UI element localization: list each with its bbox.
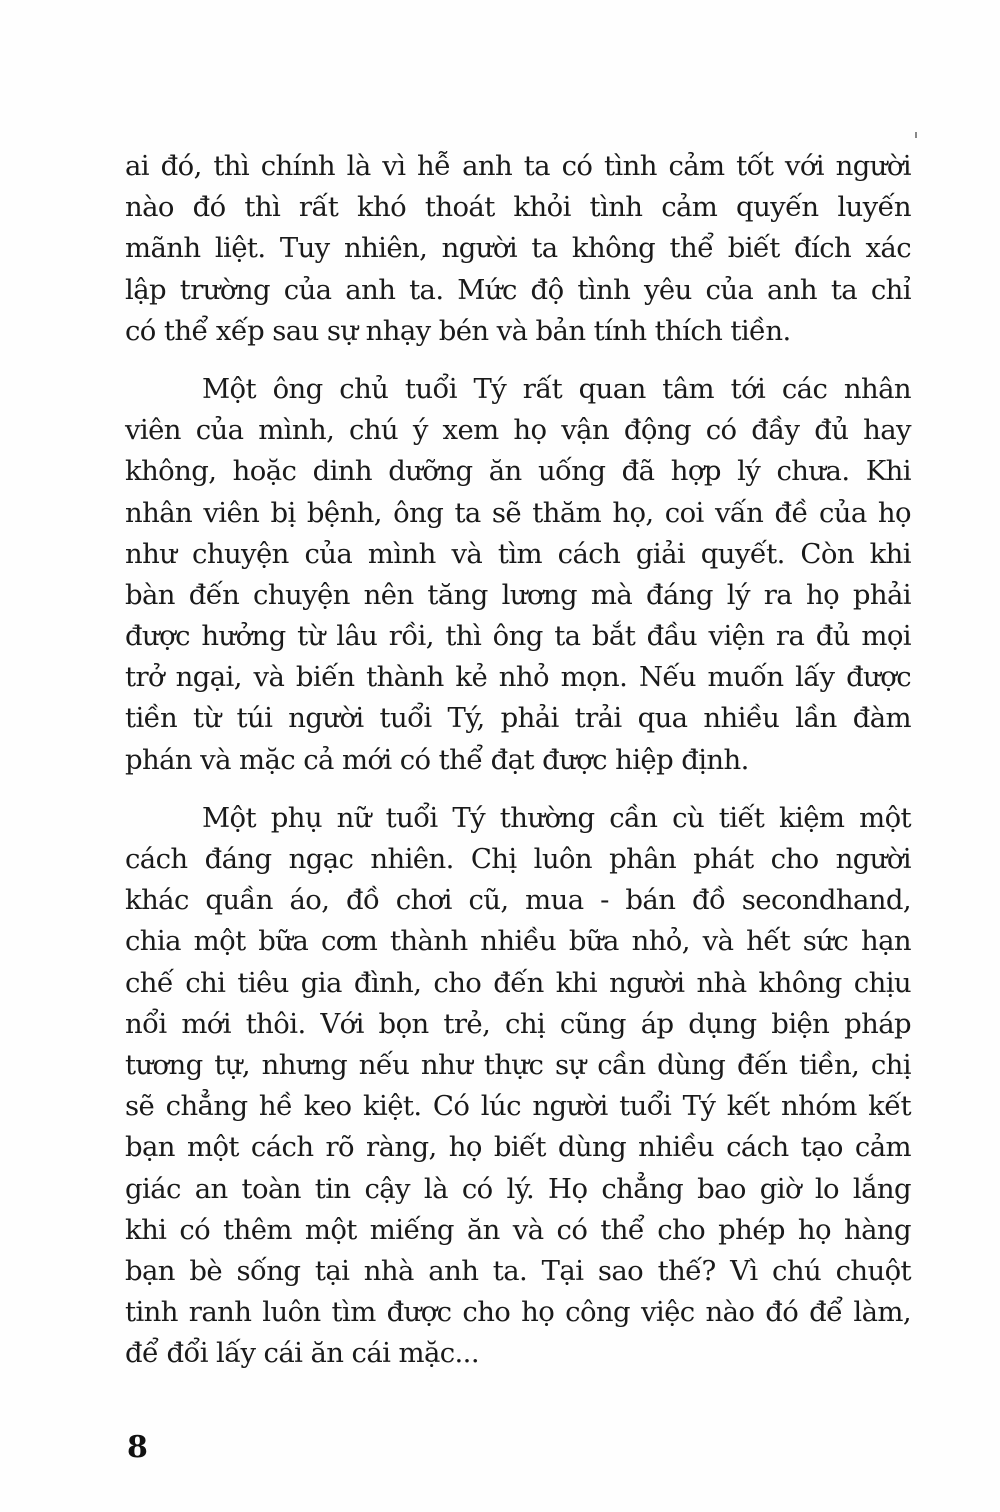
- text-line: có thể xếp sau sự nhạy bén và bản tính thích tiền.: [125, 314, 791, 347]
- text-line: nhân viên bị bệnh, ông ta sẽ thăm họ, coi vấn đề của họ: [125, 496, 911, 529]
- text-line: Một ông chủ tuổi Tý rất quan tâm tới các nhân: [202, 372, 911, 405]
- text-line: Một phụ nữ tuổi Tý thường cần cù tiết kiệm một: [202, 801, 911, 834]
- paragraph-gap: [125, 352, 911, 369]
- text-line: khi có thêm một miếng ăn và có thể cho phép họ hàng: [125, 1213, 911, 1246]
- text-line: khác quần áo, đồ chơi cũ, mua - bán đồ secondhand,: [125, 884, 911, 917]
- text-line: chế chi tiêu gia đình, cho đến khi người nhà không chịu: [125, 966, 911, 999]
- paragraph-3: [125, 798, 911, 1375]
- page-number: 8: [127, 1430, 148, 1465]
- body-text: [125, 146, 911, 1374]
- scan-speck: [915, 132, 917, 138]
- text-line: viên của mình, chú ý xem họ vận động có đầy đủ hay: [125, 414, 911, 447]
- text-line: nào đó thì rất khó thoát khỏi tình cảm quyến luyến: [125, 191, 911, 224]
- text-line: tương tự, nhưng nếu như thực sự cần dùng đến tiền, chị: [125, 1048, 911, 1081]
- text-line: chia một bữa cơm thành nhiều bữa nhỏ, và hết sức hạn: [125, 925, 911, 958]
- text-line: trở ngại, và biến thành kẻ nhỏ mọn. Nếu muốn lấy được: [125, 661, 911, 694]
- text-line: như chuyện của mình và tìm cách giải quyết. Còn khi: [125, 537, 911, 570]
- text-line: bạn một cách rõ ràng, họ biết dùng nhiều cách tạo cảm: [125, 1131, 911, 1164]
- text-line: để đổi lấy cái ăn cái mặc...: [125, 1337, 479, 1370]
- paragraph-gap: [125, 781, 911, 798]
- text-line: không, hoặc dinh dưỡng ăn uống đã hợp lý chưa. Khi: [125, 455, 911, 488]
- text-line: bàn đến chuyện nên tăng lương mà đáng lý ra họ phải: [125, 578, 911, 611]
- text-line: phán và mặc cả mới có thể đạt được hiệp định.: [125, 743, 749, 776]
- text-line: tinh ranh luôn tìm được cho họ công việc nào đó để làm,: [125, 1296, 911, 1329]
- text-line: mãnh liệt. Tuy nhiên, người ta không thể biết đích xác: [125, 232, 911, 265]
- paragraph-2: [125, 369, 911, 781]
- text-line: bạn bè sống tại nhà anh ta. Tại sao thế? Vì chú chuột: [125, 1254, 911, 1287]
- text-line: tiền từ túi người tuổi Tý, phải trải qua nhiều lần đàm: [125, 702, 911, 735]
- text-line: ai đó, thì chính là vì hễ anh ta có tình cảm tốt với người: [125, 150, 911, 182]
- text-line: cách đáng ngạc nhiên. Chị luôn phân phát cho người: [125, 843, 911, 875]
- text-line: sẽ chẳng hề keo kiệt. Có lúc người tuổi Tý kết nhóm kết: [125, 1090, 911, 1123]
- text-line: giác an toàn tin cậy là có lý. Họ chẳng bao giờ lo lắng: [125, 1172, 911, 1205]
- text-line: được hưởng từ lâu rồi, thì ông ta bắt đầu viện ra đủ mọi: [125, 620, 911, 653]
- text-line: lập trường của anh ta. Mức độ tình yêu của anh ta chỉ: [125, 273, 911, 306]
- paragraph-1: [125, 146, 911, 352]
- text-line: nổi mới thôi. Với bọn trẻ, chị cũng áp dụng biện pháp: [125, 1007, 911, 1040]
